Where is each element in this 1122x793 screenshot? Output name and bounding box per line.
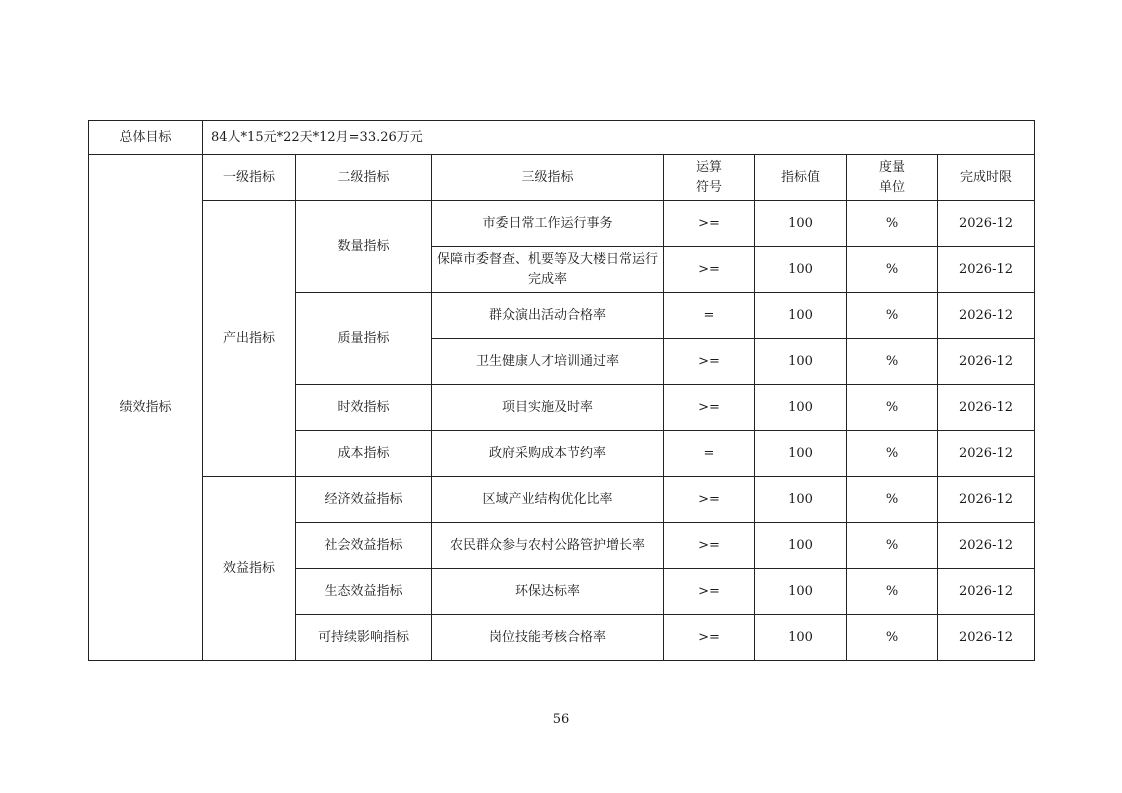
unit-cell: % <box>847 431 938 477</box>
value-cell: 100 <box>755 477 847 523</box>
header-unit <box>847 155 938 201</box>
goal-row <box>89 121 1035 155</box>
indicator-cell: 项目实施及时率 <box>432 385 664 431</box>
unit-cell: % <box>847 569 938 615</box>
unit-cell: % <box>847 385 938 431</box>
header-level1: 一级指标 <box>203 155 296 201</box>
header-operator <box>664 155 755 201</box>
header-unit-line2: 单位 <box>878 179 905 195</box>
header-level2: 二级指标 <box>296 155 432 201</box>
header-operator-line2: 符号 <box>695 179 722 195</box>
header-deadline: 完成时限 <box>938 155 1035 201</box>
deadline-cell: 2026-12 <box>938 339 1035 385</box>
value-cell: 100 <box>755 293 847 339</box>
level1-output: 产出指标 <box>203 201 296 477</box>
indicator-cell: 卫生健康人才培训通过率 <box>432 339 664 385</box>
deadline-cell: 2026-12 <box>938 615 1035 661</box>
page-number: 56 <box>552 712 570 727</box>
operator-cell: = <box>664 293 755 339</box>
level2-ecological: 生态效益指标 <box>296 569 432 615</box>
unit-cell: % <box>847 477 938 523</box>
deadline-cell: 2026-12 <box>938 247 1035 293</box>
goal-value: 84人*15元*22天*12月=33.26万元 <box>203 121 1035 155</box>
unit-cell: % <box>847 615 938 661</box>
indicator-cell: 岗位技能考核合格率 <box>432 615 664 661</box>
level2-timeliness: 时效指标 <box>296 385 432 431</box>
unit-cell: % <box>847 339 938 385</box>
goal-label: 总体目标 <box>89 121 203 155</box>
operator-cell: >= <box>664 201 755 247</box>
value-cell: 100 <box>755 201 847 247</box>
performance-label: 绩效指标 <box>89 155 203 661</box>
value-cell: 100 <box>755 339 847 385</box>
operator-cell: >= <box>664 569 755 615</box>
value-cell: 100 <box>755 247 847 293</box>
operator-cell: = <box>664 431 755 477</box>
header-value: 指标值 <box>755 155 847 201</box>
operator-cell: >= <box>664 339 755 385</box>
value-cell: 100 <box>755 569 847 615</box>
level1-benefit: 效益指标 <box>203 477 296 661</box>
unit-cell: % <box>847 247 938 293</box>
unit-cell: % <box>847 201 938 247</box>
table-row <box>89 201 1035 247</box>
deadline-cell: 2026-12 <box>938 523 1035 569</box>
value-cell: 100 <box>755 523 847 569</box>
operator-cell: >= <box>664 247 755 293</box>
operator-cell: >= <box>664 523 755 569</box>
value-cell: 100 <box>755 431 847 477</box>
deadline-cell: 2026-12 <box>938 569 1035 615</box>
level2-cost: 成本指标 <box>296 431 432 477</box>
operator-cell: >= <box>664 385 755 431</box>
header-level3: 三级指标 <box>432 155 664 201</box>
header-row <box>89 155 1035 201</box>
level2-quality: 质量指标 <box>296 293 432 385</box>
deadline-cell: 2026-12 <box>938 385 1035 431</box>
indicator-cell: 群众演出活动合格率 <box>432 293 664 339</box>
indicator-cell: 市委日常工作运行事务 <box>432 201 664 247</box>
indicator-cell: 政府采购成本节约率 <box>432 431 664 477</box>
level2-social: 社会效益指标 <box>296 523 432 569</box>
performance-goal-table <box>88 120 1035 661</box>
header-unit-line1: 度量 <box>878 159 905 175</box>
indicator-cell: 环保达标率 <box>432 569 664 615</box>
deadline-cell: 2026-12 <box>938 293 1035 339</box>
level2-quantity: 数量指标 <box>296 201 432 293</box>
table-row <box>89 477 1035 523</box>
operator-cell: >= <box>664 477 755 523</box>
value-cell: 100 <box>755 385 847 431</box>
level2-economic: 经济效益指标 <box>296 477 432 523</box>
value-cell: 100 <box>755 615 847 661</box>
deadline-cell: 2026-12 <box>938 431 1035 477</box>
unit-cell: % <box>847 523 938 569</box>
header-operator-line1: 运算 <box>695 159 722 175</box>
indicator-cell: 保障市委督查、机要等及大楼日常运行完成率 <box>432 247 664 293</box>
indicator-cell: 区域产业结构优化比率 <box>432 477 664 523</box>
deadline-cell: 2026-12 <box>938 477 1035 523</box>
operator-cell: >= <box>664 615 755 661</box>
unit-cell: % <box>847 293 938 339</box>
deadline-cell: 2026-12 <box>938 201 1035 247</box>
level2-sustainable: 可持续影响指标 <box>296 615 432 661</box>
indicator-cell: 农民群众参与农村公路管护增长率 <box>432 523 664 569</box>
